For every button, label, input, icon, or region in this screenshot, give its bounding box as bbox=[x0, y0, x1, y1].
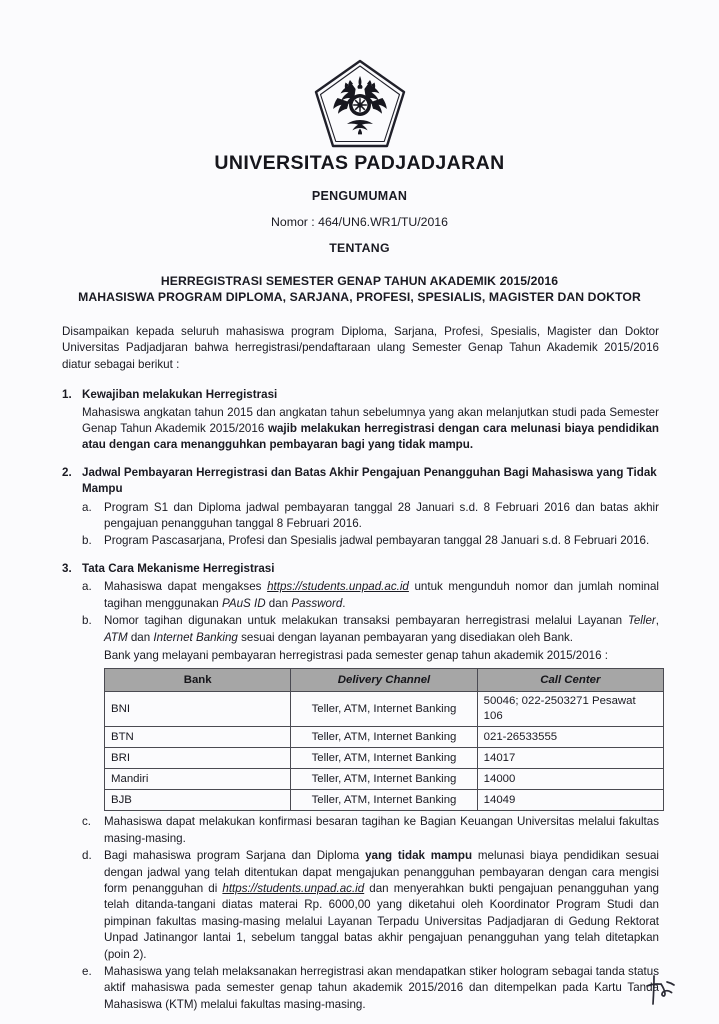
bank-table-header-row bbox=[105, 669, 664, 692]
intro-paragraph: Disampaikan kepada seluruh mahasiswa program Diploma, Sarjana, Profesi, Spesialis, Magister dan Doktor Universitas Padjadjaran bahwa herregistrasi/pendaftaraan ulang Semester Genap Tahun Akademik 2015/2016 diatur sebagai berikut : bbox=[62, 325, 659, 371]
section-3-item-c-marker: c. bbox=[82, 815, 92, 829]
unpad-seal-logo bbox=[312, 58, 408, 150]
text-3a-4: . bbox=[342, 596, 346, 610]
bank-table-body bbox=[105, 692, 664, 811]
cell-call-center: 021-26533555 bbox=[477, 727, 663, 748]
section-1-bold: wajib melakukan herregistrasi dengan cara melunasi biaya pendidikan atau dengan cara menangguhkan pembayaran bagi yang tidak mampu. bbox=[82, 422, 659, 452]
text-3a-2: untuk mengunduh nomor dan jumlah nominal tagihan menggunakan bbox=[104, 580, 659, 610]
section-2-item-a-marker: a. bbox=[82, 500, 92, 514]
bank-table-caption: Bank yang melayani pembayaran herregistrasi pada semester genap tahun akademik 2015/2016 : bbox=[104, 648, 608, 662]
section-2-sublist bbox=[82, 500, 659, 550]
section-3-item-b bbox=[82, 613, 659, 811]
cell-call-center: 14049 bbox=[477, 790, 663, 811]
section-2-item-b-marker: b. bbox=[82, 534, 92, 548]
section-3-title: Tata Cara Mekanisme Herregistrasi bbox=[82, 561, 275, 575]
section-1-text: Mahasiswa angkatan tahun 2015 dan angkatan tahun sebelumnya yang akan melanjutkan studi pada Semester Genap Tahun Akademik 2015/2016 bbox=[82, 405, 659, 436]
text-3d-3: dan menyerahkan bukti pengajuan penangguhan yang telah ditanda-tangani diatas materai Rp. 6000,00 yang diketahui oleh Koordinator Program Studi dan pimpinan fakultas masing-masing melalui Layanan Terpadu Universitas Padjadjaran di Gedung Rektorat Unpad Jatinangor lantai 1, sebelum tanggal batas akhir pengajuan penangguhan yang telah ditetapkan (poin 2). bbox=[104, 881, 659, 961]
students-portal-link-2[interactable]: https://students.unpad.ac.id bbox=[222, 881, 365, 895]
cell-bank: BRI bbox=[105, 748, 291, 769]
section-2-title: Jadwal Pembayaran Herregistrasi dan Batas Akhir Pengajuan Penangguhan Bagi Mahasiswa yang Tidak Mampu bbox=[82, 465, 657, 496]
text-3b-1: Nomor tagihan digunakan untuk melakukan transaksi pembayaran herregistrasi melalui Layanan bbox=[104, 614, 628, 628]
cell-channel: Teller, ATM, Internet Banking bbox=[291, 692, 477, 727]
cell-call-center: 50046; 022-2503271 Pesawat 106 bbox=[477, 692, 663, 727]
section-3-item-e bbox=[82, 964, 659, 1013]
subject-block bbox=[40, 273, 679, 305]
section-3-item-c bbox=[82, 814, 659, 847]
cell-call-center: 14000 bbox=[477, 769, 663, 790]
section-list bbox=[62, 387, 659, 1013]
logo-container bbox=[0, 58, 719, 155]
section-1-body bbox=[82, 405, 659, 454]
bank-table-head bbox=[105, 669, 664, 692]
section-2-marker: 2. bbox=[62, 465, 72, 479]
column-header-call-center: Call Center bbox=[477, 669, 663, 692]
text-3a-3: dan bbox=[265, 596, 292, 610]
cell-bank: Mandiri bbox=[105, 769, 291, 790]
section-3-item-c-text: Mahasiswa dapat melakukan konfirmasi besaran tagihan ke Bagian Keuangan Universitas melalui fakultas masing-masing. bbox=[104, 815, 659, 845]
table-row bbox=[105, 748, 664, 769]
section-3-item-b-marker: b. bbox=[82, 614, 92, 628]
cell-bank: BNI bbox=[105, 692, 291, 727]
text-3b-2: , bbox=[655, 614, 659, 628]
tidak-mampu-emphasis: yang tidak mampu bbox=[365, 849, 473, 863]
institution-name: UNIVERSITAS PADJADJARAN bbox=[214, 152, 505, 174]
section-3-item-a bbox=[82, 579, 659, 612]
table-row bbox=[105, 727, 664, 748]
cell-bank: BJB bbox=[105, 790, 291, 811]
about-label: TENTANG bbox=[329, 241, 390, 255]
handwritten-initial-mark bbox=[641, 970, 681, 1010]
section-2-item-a bbox=[82, 500, 659, 533]
internet-banking-term: Internet Banking bbox=[153, 630, 238, 644]
column-header-delivery-channel: Delivery Channel bbox=[291, 669, 477, 692]
section-2 bbox=[62, 465, 659, 550]
section-2-item-b bbox=[82, 533, 659, 549]
section-3-item-e-text: Mahasiswa yang telah melaksanakan herregistrasi akan mendapatkan stiker hologram sebagai tanda status aktif mahasiswa pada semester genap tahun akademik 2015/2016 dan ditempelkan pada Kartu Tanda Mahasiswa (KTM) melalui fakultas masing-masing. bbox=[104, 964, 659, 1011]
section-1 bbox=[62, 387, 659, 454]
bank-table bbox=[104, 668, 664, 811]
section-3-marker: 3. bbox=[62, 561, 72, 575]
password-term: Password bbox=[291, 596, 343, 610]
cell-channel: Teller, ATM, Internet Banking bbox=[291, 769, 477, 790]
section-3-item-d bbox=[82, 848, 659, 963]
subject-line-1: HERREGISTRASI SEMESTER GENAP TAHUN AKADEMIK 2015/2016 bbox=[160, 274, 559, 288]
section-2-item-b-text: Program Pascasarjana, Profesi dan Spesialis jadwal pembayaran tanggal 28 Januari s.d. 8 Februari 2016. bbox=[104, 534, 650, 548]
cell-channel: Teller, ATM, Internet Banking bbox=[291, 727, 477, 748]
section-3-sublist bbox=[82, 579, 659, 1013]
cell-channel: Teller, ATM, Internet Banking bbox=[291, 748, 477, 769]
text-3d-2: melunasi biaya pendidikan sesuai dengan jadwal yang telah ditentukan dapat mengajukan penangguhan pembayaran dengan cara mengisi form penangguhan di bbox=[104, 849, 659, 895]
atm-term: ATM bbox=[104, 630, 128, 644]
document-body bbox=[62, 324, 659, 1024]
cell-channel: Teller, ATM, Internet Banking bbox=[291, 790, 477, 811]
section-2-item-a-text: Program S1 dan Diploma jadwal pembayaran tanggal 28 Januari s.d. 8 Februari 2016 dan batas akhir pengajuan penangguhan tanggal 8 Februari 2016. bbox=[104, 500, 659, 531]
students-portal-link[interactable]: https://students.unpad.ac.id bbox=[267, 580, 409, 594]
document-type: PENGUMUMAN bbox=[311, 189, 408, 203]
section-3-item-e-marker: e. bbox=[82, 964, 92, 978]
teller-term: Teller bbox=[627, 614, 656, 628]
text-3a-1: Mahasiswa dapat mengakses bbox=[104, 580, 268, 594]
cell-bank: BTN bbox=[105, 727, 291, 748]
text-3b-3: dan bbox=[127, 630, 154, 644]
column-header-bank: Bank bbox=[105, 669, 291, 692]
section-3-item-a-marker: a. bbox=[82, 580, 92, 594]
table-row bbox=[105, 769, 664, 790]
text-3d-1: Bagi mahasiswa program Sarjana dan Diploma bbox=[104, 849, 366, 863]
subject-line-2: MAHASISWA PROGRAM DIPLOMA, SARJANA, PROFESI, SPESIALIS, MAGISTER DAN DOKTOR bbox=[78, 290, 641, 304]
table-row bbox=[105, 692, 664, 727]
section-1-marker: 1. bbox=[62, 388, 72, 402]
document-number: Nomor : 464/UN6.WR1/TU/2016 bbox=[270, 215, 448, 229]
section-1-title: Kewajiban melakukan Herregistrasi bbox=[82, 388, 278, 402]
paus-id-term: PAuS ID bbox=[221, 596, 266, 610]
section-3 bbox=[62, 561, 659, 1013]
section-3-item-d-marker: d. bbox=[82, 849, 92, 863]
text-3b-4: sesuai dengan layanan pembayaran yang disediakan oleh Bank. bbox=[237, 630, 574, 644]
table-row bbox=[105, 790, 664, 811]
cell-call-center: 14017 bbox=[477, 748, 663, 769]
